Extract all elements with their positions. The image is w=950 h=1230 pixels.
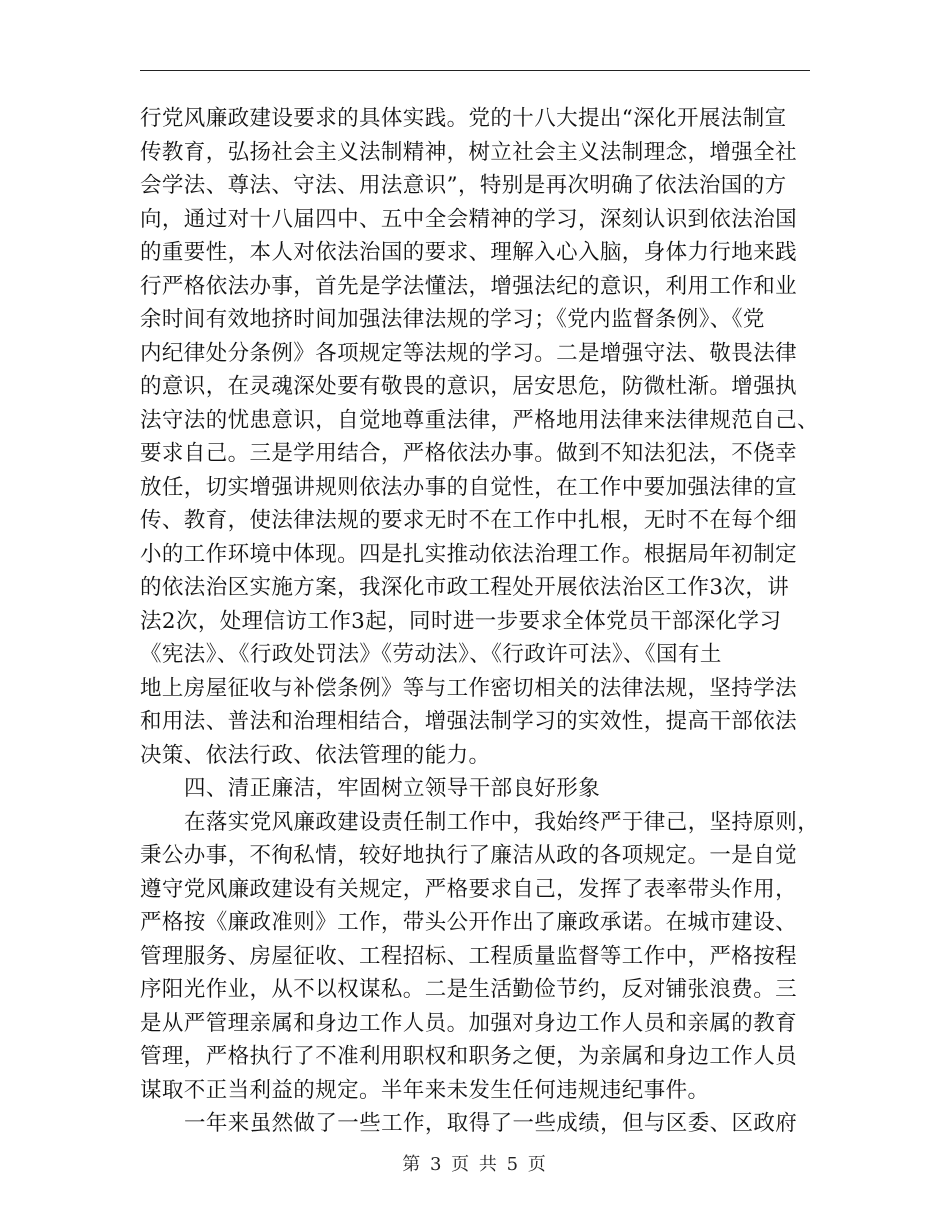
text-line: 行党风廉政建设要求的具体实践。党的十八大提出“深化开展法制宣 [140, 106, 787, 131]
text-line: 管理服务、房屋征收、工程招标、工程质量监督等工作中，严格按程 [140, 943, 798, 969]
text-line: 向，通过对十八届四中、五中全会精神的学习，深刻认识到依法治国 [140, 206, 798, 232]
text-line: 秉公办事，不徇私情，较好地执行了廉洁从政的各项规定。一是自觉 [140, 843, 798, 868]
text-line: 一年来虽然做了一些工作，取得了一些成绩，但与区委、区政府 [184, 1111, 798, 1136]
text-line: 《宪法》、《行政处罚法》《劳动法》、《行政许可法》、《国有土 [140, 642, 722, 667]
text-line: 行严格依法办事，首先是学法懂法，增强法纪的意识，利用工作和业 [140, 273, 798, 299]
text-line: 要求自己。三是学用结合，严格依法办事。做到不知法犯法，不侥幸 [140, 441, 798, 466]
text-line: 遵守党风廉政建设有关规定，严格要求自己，发挥了表率带头作用， [140, 876, 798, 902]
text-line: 法守法的忧患意识，自觉地尊重法律，严格地用法律来法律规范自己、 [140, 407, 819, 433]
text-line: 法2次，处理信访工作3起，同时进一步要求全体党员干部深化学习 [140, 608, 782, 634]
header-rule [140, 70, 810, 71]
text-line: 余时间有效地挤时间加强法律法规的学习；《党内监督条例》、《党 [140, 307, 765, 332]
page-footer: 第 3 页 共 5 页 [402, 1154, 548, 1175]
text-line: 决策、依法行政、依法管理的能力。 [140, 742, 491, 768]
text-line: 放任，切实增强讲规则依法办事的自觉性，在工作中要加强法律的宣 [140, 474, 798, 500]
text-line: 序阳光作业，从不以权谋私。二是生活勤俭节约，反对铺张浪费。三 [140, 977, 798, 1002]
text-line: 是从严管理亲属和身边工作人员。加强对身边工作人员和亲属的教育 [140, 1010, 798, 1036]
text-line: 和用法、普法和治理相结合，增强法制学习的实效性，提高干部依法 [140, 709, 798, 734]
text-line: 内纪律处分条例》各项规定等法规的学习。二是增强守法、敬畏法律 [140, 340, 798, 366]
text-line: 的重要性，本人对依法治国的要求、理解入心入脑，身体力行地来践 [140, 240, 798, 265]
text-line: 的意识，在灵魂深处要有敬畏的意识，居安思危，防微杜渐。增强执 [140, 374, 798, 399]
section-heading: 四、清正廉洁，牢固树立领导干部良好形象 [184, 776, 601, 801]
text-line: 管理，严格执行了不准利用职权和职务之便，为亲属和身边工作人员 [140, 1044, 798, 1069]
text-line: 小的工作环境中体现。四是扎实推动依法治理工作。根据局年初制定 [140, 541, 798, 567]
text-line: 谋取不正当利益的规定。半年来未发生任何违规违纪事件。 [140, 1077, 710, 1103]
text-line: 在落实党风廉政建设责任制工作中，我始终严于律己，坚持原则， [184, 809, 820, 835]
body-text [140, 102, 820, 1141]
text-line: 会学法、尊法、守法、用法意识”，特别是再次明确了依法治国的方 [140, 173, 787, 198]
text-line: 传、教育，使法律法规的要求无时不在工作中扎根，无时不在每个细 [140, 508, 798, 533]
text-line: 地上房屋征收与补偿条例》等与工作密切相关的法律法规，坚持学法 [140, 675, 798, 701]
text-line: 传教育，弘扬社会主义法制精神，树立社会主义法制理念，增强全社 [140, 139, 798, 165]
text-line: 的依法治区实施方案，我深化市政工程处开展依法治区工作3次，讲 [140, 575, 790, 600]
text-line: 严格按《廉政准则》工作，带头公开作出了廉政承诺。在城市建设、 [140, 910, 798, 935]
